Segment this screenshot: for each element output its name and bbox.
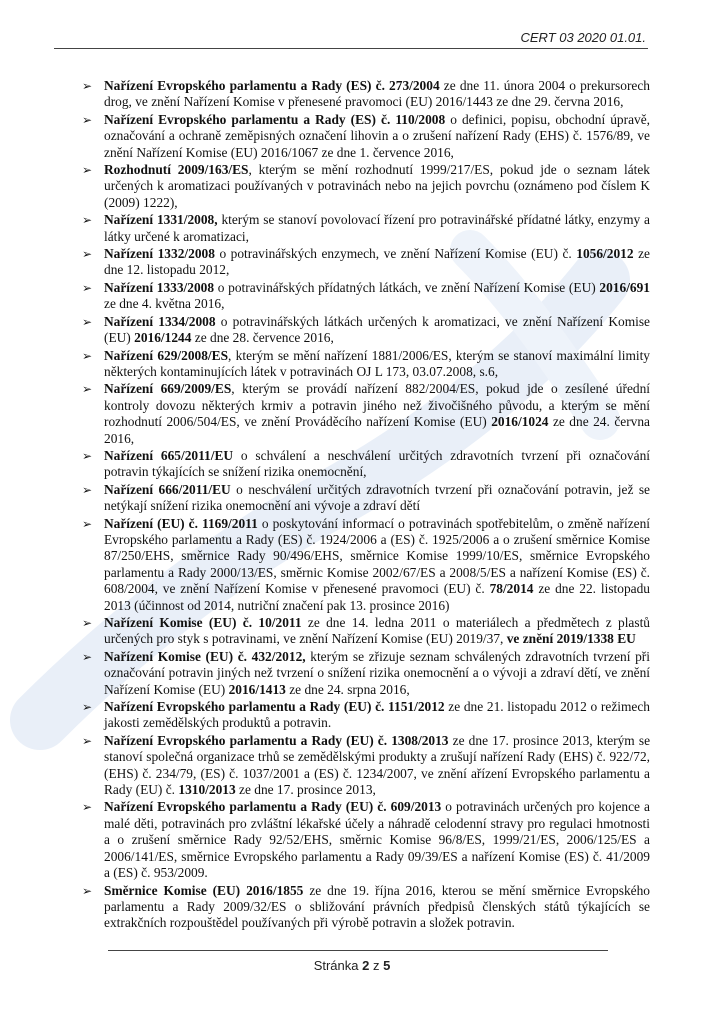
regulation-description: ze dne 12. listopadu 2012,	[104, 246, 650, 278]
page-total: 5	[383, 958, 391, 973]
regulation-description: ze dne 28. července 2016,	[191, 330, 334, 346]
regulation-description: o potravinářských enzymech, ve znění Nařízení Komise (EU) č.	[214, 246, 577, 262]
list-item	[82, 78, 650, 111]
regulation-reference: 78/2014	[489, 581, 534, 597]
regulation-description: ze dne 11. února 2004 o prekursorech drog, ve znění Nařízení Komise v přenesené pravomoci (EU) 2016/1443 ze dne 29. června 2016,	[104, 78, 650, 110]
regulation-description: o definici, popisu, obchodní úpravě, označování a ochraně zeměpisných označení lihovin a o zrušení nařízení Rady (EHS) č. 1576/89, ve znění Nařízení Komise (EU) 2016/1067 ze dne 1. července 2016,	[104, 111, 651, 160]
list-item	[82, 279, 650, 313]
regulation-reference: Nařízení Evropského parlamentu a Rady (EU) č. 609/2013	[104, 799, 442, 815]
list-item	[82, 347, 651, 381]
list-item	[82, 381, 651, 447]
regulation-reference: Nařízení Komise (EU) č. 432/2012,	[104, 648, 306, 664]
regulation-description: ze dne 21. listopadu 2012 o režimech jakosti zemědělských produktů a potravin.	[104, 699, 650, 731]
page-separator: z	[369, 958, 384, 973]
regulation-description: , kterým se mění rozhodnutí 1999/217/ES, pokud jde o seznam látek určených k aromatizaci používaných v potravinách nebo na jejich povrchu (oznámeno pod číslem K (2009) 1222),	[104, 162, 651, 210]
document-code: CERT 03 2020 01.01.	[520, 30, 646, 45]
list-item	[82, 882, 650, 932]
arrow-bullet-icon: ➢	[82, 382, 93, 397]
list-item	[82, 447, 650, 481]
list-item	[82, 212, 650, 245]
regulation-description: ze dne 14. ledna 2011 o materiálech a předmětech z plastů určených pro styk s potravinami, ve znění Nařízení Komise (EU) 2019/37,	[104, 615, 650, 647]
regulation-reference: 2016/1413	[228, 681, 286, 697]
arrow-bullet-icon: ➢	[82, 79, 93, 93]
list-item	[82, 246, 650, 279]
arrow-bullet-icon: ➢	[82, 247, 93, 262]
arrow-bullet-icon: ➢	[82, 213, 93, 228]
list-item	[82, 111, 651, 161]
arrow-bullet-icon: ➢	[82, 883, 93, 898]
regulation-reference: Nařízení 1332/2008	[104, 246, 215, 262]
regulation-description: o poskytování informací o potravinách spotřebitelům, o změně nařízení Evropského parlamentu a Rady (ES) č. 1924/2006 a (ES) č. 1925/2006 a o zrušení směrnice Komise 87/250/EHS, směrnice Rady 90/496/EHS, směrnice Komise 1999/10/ES, směrnice Evropského parlamentu a Rady 2000/13/ES, směrnic Komise 2002/67/ES a 2008/5/ES a nařízení Komise (ES) č. 608/2004, ve znění Nařízení Komise v přenesené pravomoci (EU) č.	[104, 515, 650, 597]
regulation-description: kterým se zřizuje seznam schválených zdravotních tvrzení při označování potravin jiných než tvrzení o snížení rizika onemocnění a o vývoji a zdraví dětí, ve znění Nařízení Komise (EU)	[104, 648, 650, 697]
list-item	[82, 699, 650, 732]
regulation-description: o potravinách určených pro kojence a malé děti, potravinách pro zvláštní lékařské účely a náhradě celodenní stravy pro regulaci hmotnosti a o zrušení směrnice Rady 92/52/EHS, směrnic Komise 96/8/ES, 1999/21/ES, 2006/125/ES a 2006/141/ES, směrnice Evropského parlamentu a Rady 09/39/ES a nařízení Komise (ES) č. 41/2009 a (ES) č. 953/2009.	[104, 799, 650, 881]
regulation-reference: Rozhodnutí 2009/163/ES	[104, 162, 249, 178]
regulation-reference: 2016/1024	[491, 414, 549, 430]
regulation-reference: Nařízení 666/2011/EU	[104, 481, 231, 497]
arrow-bullet-icon: ➢	[82, 616, 93, 630]
regulation-list	[82, 78, 651, 933]
regulation-description: kterým se stanoví povolovací řízení pro potravinářské přídatné látky, enzymy a látky určené k aromatizaci,	[104, 212, 650, 244]
page-prefix: Stránka	[313, 958, 363, 973]
regulation-reference: 1310/2013	[178, 782, 236, 798]
list-item	[82, 481, 650, 515]
regulation-description: , kterým se mění nařízení 1881/2006/ES, kterým se stanoví maximální limity některých kontaminujících látek v potravinách OJ L 173, 03.07.2008, s.6,	[104, 347, 651, 379]
regulation-description: ze dne 24. června 2016,	[104, 414, 651, 446]
regulation-description: ze dne 22. listopadu 2013 (účinnost od 2014, nutriční značení pak 13. prosince 2016)	[104, 581, 650, 613]
list-item	[82, 162, 651, 211]
arrow-bullet-icon: ➢	[82, 482, 93, 497]
regulation-reference: Nařízení 1331/2008,	[104, 212, 218, 228]
list-item	[82, 799, 650, 881]
regulation-reference: Směrnice Komise (EU) 2016/1855	[104, 882, 304, 898]
regulation-reference: Nařízení 1334/2008	[104, 313, 216, 329]
regulation-reference: Nařízení 665/2011/EU	[104, 447, 234, 463]
regulation-reference: Nařízení 669/2009/ES	[104, 381, 232, 397]
arrow-bullet-icon: ➢	[82, 448, 93, 463]
regulation-description: ze dne 17. prosince 2013, kterým se stanoví společná organizace trhů se zemědělskými produkty a zrušují nařízení Rady (EHS) č. 922/72, (EHS) č. 234/79, (ES) č. 1037/2001 a (ES) č. 1234/2007, ve znění ařízení Evropského parlamentu a Rady (EU) č.	[104, 732, 651, 798]
arrow-bullet-icon: ➢	[82, 348, 93, 363]
header-divider	[54, 48, 648, 49]
list-item	[82, 515, 650, 614]
regulation-reference: Nařízení Komise (EU) č. 10/2011	[104, 615, 302, 630]
regulation-description: o schválení a neschválení určitých zdravotních tvrzení při označování potravin týkajících se snížení rizika onemocnění,	[104, 447, 650, 480]
arrow-bullet-icon: ➢	[82, 649, 93, 664]
regulation-reference: Nařízení 629/2008/ES	[104, 347, 229, 363]
arrow-bullet-icon: ➢	[82, 112, 93, 127]
list-item	[82, 615, 650, 648]
arrow-bullet-icon: ➢	[82, 314, 93, 329]
regulation-reference: ve znění 2019/1338 EU	[506, 631, 636, 647]
list-item	[82, 648, 650, 698]
regulation-reference: Nařízení Evropského parlamentu a Rady (EU) č. 1308/2013	[104, 732, 449, 748]
regulation-description: o potravinářských přídatných látkách, ve znění Nařízení Komise (EU)	[214, 279, 600, 295]
regulation-description: ze dne 4. května 2016,	[104, 296, 225, 312]
regulation-reference: Nařízení Evropského parlamentu a Rady (ES) č. 110/2008	[104, 111, 446, 127]
regulation-reference: Nařízení Evropského parlamentu a Rady (ES) č. 273/2004	[104, 78, 440, 93]
regulation-reference: Nařízení 1333/2008	[104, 279, 215, 295]
regulation-description: ze dne 19. října 2016, kterou se mění směrnice Evropského parlamentu a Rady 2009/32/ES o sbližování právních předpisů členských států týkajících se extrakčních rozpouštědel používaných při výrobě potravin a složek potravin.	[104, 882, 650, 931]
regulation-description: o potravinářských látkách určených k aromatizaci, ve znění Nařízení Komise (EU)	[104, 313, 650, 346]
page-current: 2	[362, 958, 370, 973]
regulation-reference: Nařízení (EU) č. 1169/2011	[104, 515, 258, 531]
regulation-description: , kterým se provádí nařízení 882/2004/ES, pokud jde o zesílené úřední kontroly dovozu některých krmiv a potravin jiného než živočišného původu, a kterým se mění rozhodnutí 2006/504/ES, ve znění Prováděcího nařízení Komise (EU)	[104, 381, 651, 430]
regulation-reference: Nařízení Evropského parlamentu a Rady (EU) č. 1151/2012	[104, 699, 445, 715]
arrow-bullet-icon: ➢	[82, 163, 93, 178]
regulation-reference: 2016/1244	[134, 330, 192, 346]
arrow-bullet-icon: ➢	[82, 733, 93, 748]
list-item	[82, 313, 650, 347]
arrow-bullet-icon: ➢	[82, 280, 93, 295]
arrow-bullet-icon: ➢	[82, 516, 93, 531]
regulation-reference: 2016/691	[599, 279, 650, 295]
list-item	[82, 732, 651, 799]
page-number	[0, 958, 704, 973]
arrow-bullet-icon: ➢	[82, 800, 93, 815]
footer-divider	[108, 950, 608, 951]
regulation-description: o neschválení určitých zdravotních tvrzení při označování potravin, jež se netýkají snížení rizika onemocnění ani vývoje a zdraví dětí	[104, 481, 650, 514]
regulation-description: ze dne 17. prosince 2013,	[235, 782, 376, 798]
arrow-bullet-icon: ➢	[82, 700, 93, 715]
regulation-description: ze dne 24. srpna 2016,	[285, 681, 410, 697]
regulation-reference: 1056/2012	[576, 246, 634, 262]
